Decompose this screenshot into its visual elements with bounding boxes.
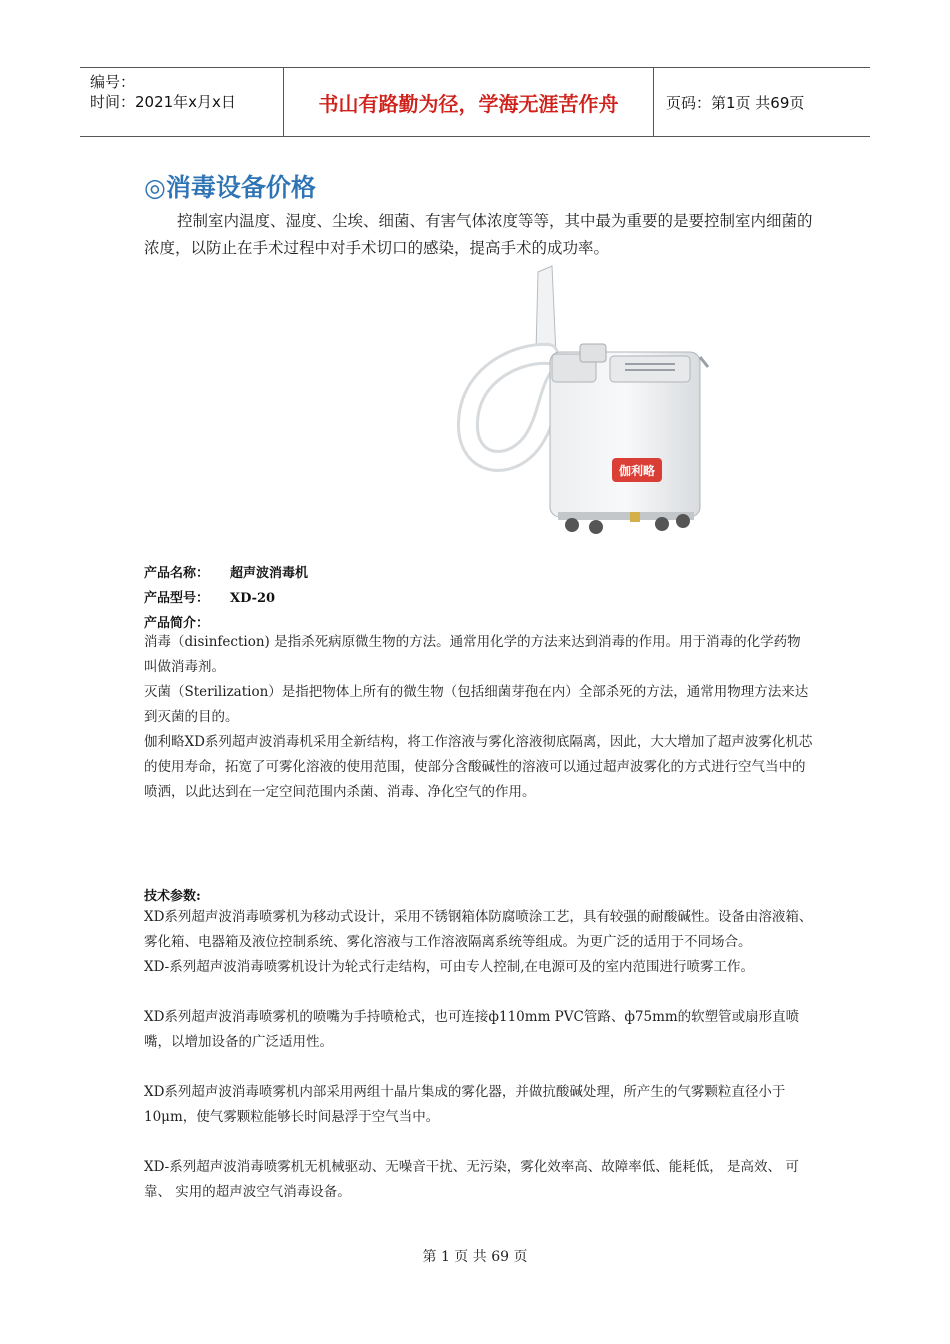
header-motto: 书山有路勤为径，学海无涯苦作舟	[283, 68, 654, 136]
header-info-cell	[80, 68, 283, 136]
product-name-value: 超声波消毒机	[230, 566, 309, 581]
machine-illustration	[440, 262, 720, 542]
tech-paragraph-3: XD系列超声波消毒喷雾机的喷嘴为手持喷枪式，也可连接ф110mm PVC管路、ф75mm的软塑管或扇形直喷嘴，以增加设备的广泛适用性。	[144, 1009, 800, 1050]
product-intro-section	[144, 630, 814, 805]
product-model-value: XD-20	[230, 591, 276, 606]
tech-paragraph-1: XD系列超声波消毒喷雾机为移动式设计，采用不锈钢箱体防腐喷涂工艺，具有较强的耐酸碱性。设备由溶液箱、雾化箱、电器箱及液位控制系统、雾化溶液与工作溶液隔离系统等组成。为更广泛的适用于不同场合。	[144, 909, 813, 950]
intro-sterilization: 灭菌（Sterilization）是指把物体上所有的微生物（包括细菌芽孢在内）全部杀死的方法，通常用物理方法来达到灭菌的目的。	[144, 684, 809, 725]
product-model-row	[144, 587, 275, 606]
tech-label: 技术参数:	[144, 889, 201, 904]
page-title: ◎消毒设备价格	[144, 173, 316, 202]
tech-section	[144, 905, 814, 1205]
page-header	[80, 67, 870, 137]
machine-logo-text: 伽利略	[618, 464, 656, 478]
disinfection-machine-image	[440, 262, 720, 542]
product-intro-label: 产品简介：	[144, 616, 210, 631]
tech-paragraph-2: XD-系列超声波消毒喷雾机设计为轮式行走结构，可由专人控制,在电源可及的室内范围进行喷雾工作。	[144, 959, 755, 975]
intro-paragraph: 控制室内温度、湿度、尘埃、细菌、有害气体浓度等等，其中最为重要的是要控制室内细菌的浓度，以防止在手术过程中对手术切口的感染，提高手术的成功率。	[144, 212, 813, 257]
product-model-label: 产品型号：	[144, 591, 210, 606]
tech-paragraph-4: XD系列超声波消毒喷雾机内部采用两组十晶片集成的雾化器，并做抗酸碱处理，所产生的气雾颗粒直径小于10μm，使气雾颗粒能够长时间悬浮于空气当中。	[144, 1084, 786, 1125]
page-footer: 第 1 页 共 69 页	[422, 1249, 528, 1265]
time-label: 时间：2021年x月x日	[90, 93, 236, 111]
product-name-label: 产品名称：	[144, 566, 210, 581]
tech-paragraph-5: XD-系列超声波消毒喷雾机无机械驱动、无噪音干扰、无污染，雾化效率高、故障率低、能耗低， 是高效、 可靠、 实用的超声波空气消毒设备。	[144, 1159, 799, 1200]
intro-disinfection: 消毒（disinfection) 是指杀死病原微生物的方法。通常用化学的方法来达到消毒的作用。用于消毒的化学药物叫做消毒剂。	[144, 634, 801, 675]
header-page-info: 页码：第1页 共69页	[666, 93, 805, 112]
product-name-row	[144, 562, 308, 581]
number-label: 编号：	[90, 73, 136, 91]
intro-galileo-xd: 伽利略XD系列超声波消毒机采用全新结构，将工作溶液与雾化溶液彻底隔离，因此，大大增加了超声波雾化机芯的使用寿命，拓宽了可雾化溶液的使用范围，使部分含酸碱性的溶液可以通过超声波雾化的方式进行空气当中的喷洒，以此达到在一定空间范围内杀菌、消毒、净化空气的作用。	[144, 734, 813, 800]
